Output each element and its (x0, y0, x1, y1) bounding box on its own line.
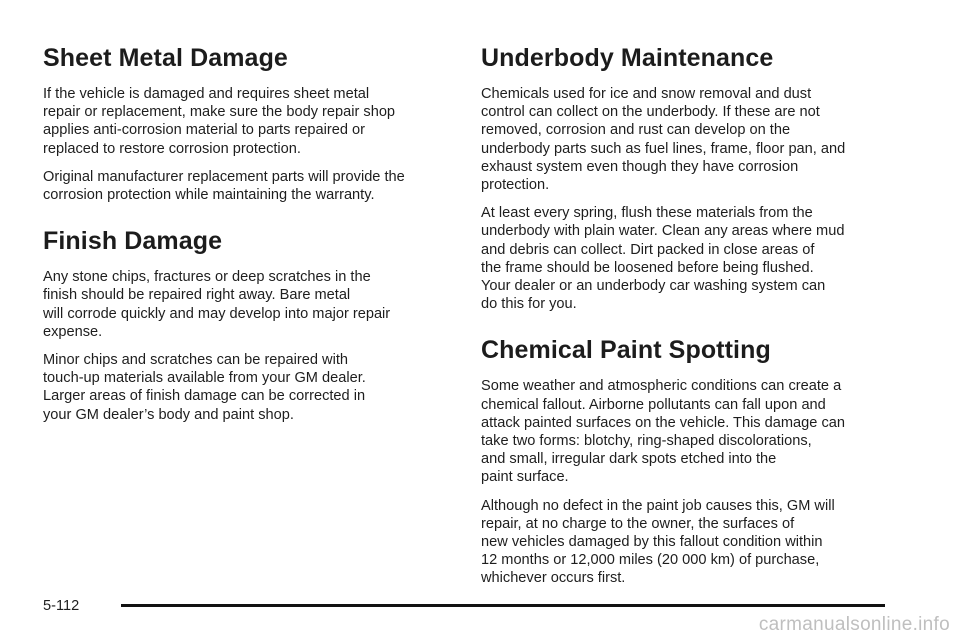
section-heading: Finish Damage (43, 227, 223, 256)
paragraph: Original manufacturer replacement parts will provide the corrosion protection while maintaining the warranty. (43, 168, 405, 204)
section-heading: Sheet Metal Damage (43, 44, 288, 72)
section-heading: Underbody Maintenance (481, 44, 774, 72)
section-underbody-maintenance (481, 40, 901, 313)
section-finish-damage (43, 223, 455, 424)
watermark: carmanualsonline.info (758, 614, 950, 635)
left-column (43, 40, 455, 434)
paragraph: At least every spring, flush these materials from the underbody with plain water. Clean any areas where mud and debris can collect. Dirt packed in close areas of the frame should be loosened before being flushed. Your dealer or an underbody car washing system can do this for you. (481, 205, 845, 313)
section-heading: Chemical Paint Spotting (481, 336, 771, 365)
section-chemical-paint-spotting (481, 332, 901, 587)
paragraph: Although no defect in the paint job causes this, GM will repair, at no charge to the owner, the surfaces of new vehicles damaged by this fallout condition within 12 months or 12,000 miles (20 000 km) of purchase, whichever occurs first. (481, 497, 835, 587)
right-column (481, 40, 901, 598)
section-sheet-metal-damage (43, 40, 455, 204)
paragraph: If the vehicle is damaged and requires sheet metal repair or replacement, make sure the body repair shop applies anti-corrosion material to parts repaired or replaced to restore corrosion protection. (43, 86, 396, 157)
paragraph: Minor chips and scratches can be repaired with touch-up materials available from your GM dealer. Larger areas of finish damage can be corrected in your GM dealer’s body and paint shop. (43, 352, 366, 423)
page-number: 5-112 (43, 598, 80, 614)
paragraph: Any stone chips, fractures or deep scratches in the finish should be repaired right away. Bare metal will corrode quickly and may develop into major repair expense. (43, 269, 391, 340)
paragraph: Some weather and atmospheric conditions can create a chemical fallout. Airborne pollutants can fall upon and attack painted surfaces on the vehicle. This damage can take two forms: blotchy, ring-shaped discolorations, and small, irregular dark spots etched into the paint surface. (481, 378, 845, 486)
footer-rule (121, 604, 885, 607)
paragraph: Chemicals used for ice and snow removal and dust control can collect on the underbody. If these are not removed, corrosion and rust can develop on the underbody parts such as fuel lines, frame, floor pan, and exhaust system even though they have corrosion protection. (481, 86, 846, 194)
